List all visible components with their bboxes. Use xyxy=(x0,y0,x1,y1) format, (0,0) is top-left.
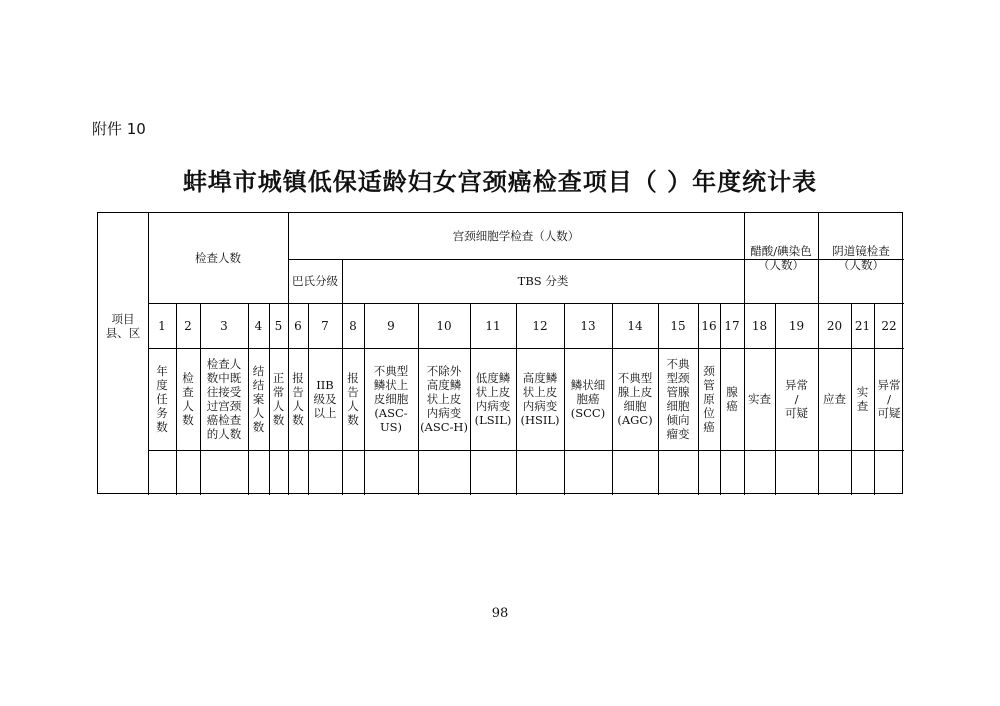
column-label-ais: 颈 管 原 位 癌 xyxy=(703,364,715,434)
column-number: 15 xyxy=(670,318,686,333)
page-number: 98 xyxy=(491,606,509,621)
column-number: 5 xyxy=(274,318,283,333)
column-number: 19 xyxy=(788,318,805,333)
column-number: 22 xyxy=(881,318,897,333)
column-number: 4 xyxy=(254,318,263,333)
exam-count-header: 检查人数 xyxy=(195,251,241,265)
column-number: 1 xyxy=(158,318,166,333)
column-number: 13 xyxy=(580,318,596,333)
column-label-lsil: 低度鳞 状上皮 内病变 (LSIL) xyxy=(474,371,512,427)
column-label-asc-h: 不除外 高度鳞 状上皮 内病变 (ASC-H) xyxy=(420,364,468,434)
column-label-colpo-required: 应查 xyxy=(823,392,846,406)
column-label-annual-task: 年 度 任 务 数 xyxy=(156,364,168,434)
column-number: 11 xyxy=(485,318,501,333)
column-number: 12 xyxy=(532,318,548,333)
column-label-agc-neoplasia: 不典 型颈 管腺 细胞 倾向 瘤变 xyxy=(666,357,690,441)
column-label-asc-us: 不典型 鳞状上 皮细胞 (ASC-US) xyxy=(373,364,409,434)
column-number: 6 xyxy=(294,318,302,333)
pap-grade-header: 巴氏分级 xyxy=(292,274,338,288)
column-number: 8 xyxy=(349,318,357,333)
column-label-exam-count: 检 查 人 数 xyxy=(182,371,194,427)
column-number: 10 xyxy=(436,318,452,333)
column-number: 9 xyxy=(387,318,395,333)
column-number: 7 xyxy=(321,318,329,333)
column-number: 17 xyxy=(724,318,740,333)
column-number: 20 xyxy=(826,318,843,333)
column-label-iib-above: IIB 级及 以上 xyxy=(313,378,337,420)
column-label-pap-reported: 报 告 人 数 xyxy=(292,371,304,427)
column-label-normal: 正 常 人 数 xyxy=(272,371,285,427)
row-header: 项目 县、区 xyxy=(105,311,141,340)
column-label-scc: 鳞状细 胞癌 (SCC) xyxy=(570,378,606,420)
page-title: 蚌埠市城镇低保适龄妇女宫颈癌检查项目（ ）年度统计表 xyxy=(182,168,818,196)
column-number: 16 xyxy=(701,318,717,333)
column-label-colpo-abnormal: 异常 / 可疑 xyxy=(877,378,901,420)
colposcopy-header: 阴道镜检查 （人数） xyxy=(832,244,890,272)
column-label-tbs-reported: 报 告 人 数 xyxy=(347,371,359,427)
column-label-prior-screening: 检查人 数中既 往接受 过宫颈 癌检查 的人数 xyxy=(206,357,242,441)
column-number: 18 xyxy=(751,318,768,333)
column-label-via-abnormal: 异常 / 可疑 xyxy=(785,378,808,420)
column-number: 2 xyxy=(184,318,192,333)
column-label-hsil: 高度鳞 状上皮 内病变 (HSIL) xyxy=(520,371,560,427)
column-number: 3 xyxy=(220,318,228,333)
column-label-colpo-actual: 实 查 xyxy=(856,385,869,413)
column-label-agc: 不典型 腺上皮 细胞 (AGC) xyxy=(617,371,653,427)
annex-label: 附件 10 xyxy=(92,120,146,138)
acetic-iodine-header: 醋酸/碘染色 （人数） xyxy=(750,244,812,272)
tbs-header: TBS 分类 xyxy=(517,274,569,288)
statistics-table xyxy=(97,212,903,494)
column-number: 21 xyxy=(854,318,871,333)
column-label-adenocarcinoma: 腺 癌 xyxy=(726,385,738,413)
column-label-closed-cases: 结 结 案 人 数 xyxy=(252,364,265,434)
column-number: 14 xyxy=(627,318,643,333)
cytology-header: 宫颈细胞学检查（人数） xyxy=(452,229,580,243)
column-label-via-actual: 实查 xyxy=(748,392,771,406)
